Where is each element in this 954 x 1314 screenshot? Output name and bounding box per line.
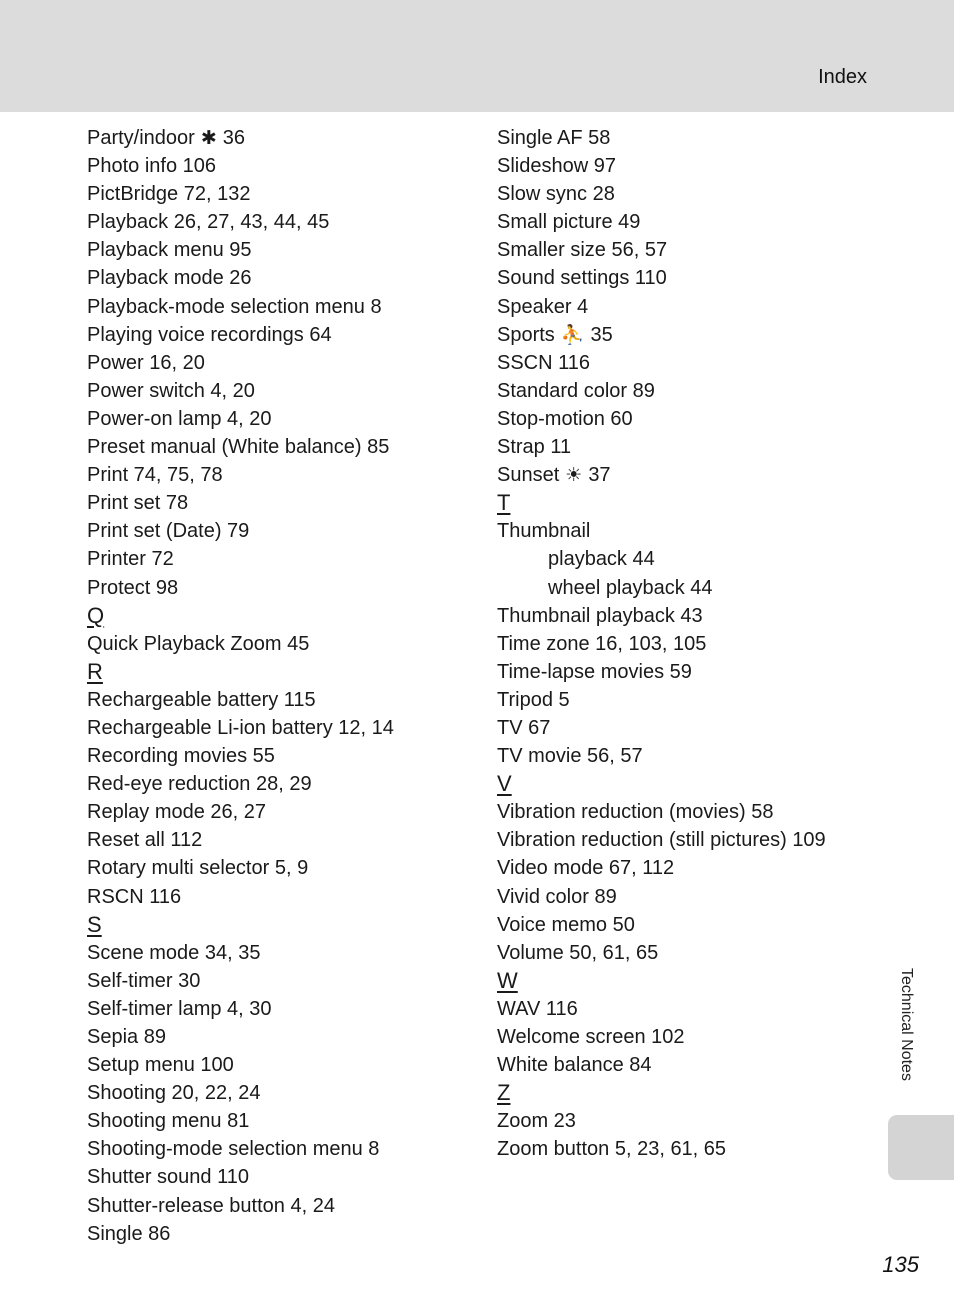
index-entry — [497, 208, 877, 236]
index-entry — [87, 321, 487, 349]
index-entry-text: TV 67 — [497, 716, 551, 739]
index-entry-text: W — [497, 967, 518, 993]
index-entry-pages: 37 — [588, 464, 611, 487]
index-entry-text: Protect 98 — [87, 576, 179, 599]
index-entry-text: Rechargeable battery 115 — [87, 688, 316, 711]
index-entry — [497, 517, 877, 545]
index-letter-heading — [87, 658, 487, 686]
index-entry — [87, 770, 487, 798]
page-number: 135 — [882, 1252, 919, 1277]
sunset-scene-icon: ☀ — [565, 465, 583, 487]
index-letter-heading — [87, 911, 487, 939]
index-entry — [87, 236, 487, 264]
index-entry-text: Speaker 4 — [497, 295, 589, 318]
index-entry-text: Printer 72 — [87, 548, 174, 571]
index-entry-text: Recording movies 55 — [87, 745, 275, 768]
index-entry-text: Photo info 106 — [87, 155, 216, 178]
index-entry-text: Vibration reduction (movies) 58 — [497, 801, 774, 824]
index-entry-text: Self-timer 30 — [87, 969, 201, 992]
index-subentry — [497, 574, 877, 602]
index-entry — [497, 1023, 877, 1051]
index-entry — [497, 236, 877, 264]
index-entry — [87, 854, 487, 882]
index-entry-text: Playback mode 26 — [87, 267, 252, 290]
index-entry — [87, 574, 487, 602]
index-entry — [497, 321, 877, 349]
index-entry — [497, 1135, 877, 1163]
index-entry-text: Single AF 58 — [497, 127, 611, 149]
index-entry — [497, 1051, 877, 1079]
index-entry-pages: 35 — [590, 323, 613, 346]
index-entry — [87, 124, 487, 152]
index-entry-text: Standard color 89 — [497, 379, 655, 402]
index-entry-text: Slow sync 28 — [497, 183, 615, 206]
index-subentry — [497, 545, 877, 573]
index-entry — [497, 124, 877, 152]
index-entry-text: Small picture 49 — [497, 211, 641, 234]
index-entry-text: Setup menu 100 — [87, 1054, 234, 1077]
index-entry — [497, 686, 877, 714]
index-entry-text: Sports — [497, 323, 555, 346]
index-entry — [87, 1079, 487, 1107]
index-entry-text: Sound settings 110 — [497, 267, 667, 290]
index-entry-text: Scene mode 34, 35 — [87, 941, 261, 964]
index-entry-text: Sepia 89 — [87, 1026, 166, 1048]
index-entry — [87, 405, 487, 433]
index-entry — [87, 630, 487, 658]
index-entry-text: PictBridge 72, 132 — [87, 183, 251, 206]
index-entry-text: Shutter sound 110 — [87, 1166, 249, 1189]
index-entry — [87, 293, 487, 321]
index-entry-text: Print 74, 75, 78 — [87, 464, 223, 487]
index-entry-text: Print set (Date) 79 — [87, 520, 250, 543]
index-entry — [87, 1163, 487, 1191]
index-entry-text: Z — [497, 1080, 511, 1106]
index-entry-text: Replay mode 26, 27 — [87, 801, 267, 824]
index-entry-text: Volume 50, 61, 65 — [497, 941, 659, 964]
index-entry — [497, 630, 877, 658]
index-entry — [87, 433, 487, 461]
index-letter-heading — [497, 489, 877, 517]
index-entry — [497, 798, 877, 826]
index-entry — [87, 1051, 487, 1079]
side-tab[interactable] — [888, 1115, 954, 1180]
index-entry-text: Playback menu 95 — [87, 239, 252, 262]
index-entry-text: V — [497, 771, 512, 797]
index-entry-text: Party/indoor — [87, 127, 195, 149]
index-entry-text: Slideshow 97 — [497, 155, 616, 178]
index-entry-text: Voice memo 50 — [497, 913, 635, 936]
index-entry — [497, 264, 877, 292]
index-entry — [497, 911, 877, 939]
index-entry-text: Stop-motion 60 — [497, 407, 633, 430]
index-entry — [497, 405, 877, 433]
index-entry — [87, 489, 487, 517]
index-entry — [87, 1220, 487, 1248]
index-entry — [87, 180, 487, 208]
index-entry-text: Zoom 23 — [497, 1110, 576, 1133]
index-entry-text: Reset all 112 — [87, 829, 203, 852]
index-entry — [87, 714, 487, 742]
index-entry — [497, 461, 877, 489]
side-tab-label: Technical Notes — [898, 968, 915, 1081]
index-entry-text: R — [87, 658, 103, 684]
index-entry — [497, 293, 877, 321]
index-entry-text: WAV 116 — [497, 997, 578, 1020]
index-entry — [497, 180, 877, 208]
index-entry-text: TV movie 56, 57 — [497, 745, 643, 768]
index-entry-text: Welcome screen 102 — [497, 1026, 685, 1048]
index-entry-pages: 36 — [222, 127, 246, 149]
index-entry — [87, 1192, 487, 1220]
index-entry-text: Thumbnail — [497, 520, 591, 543]
index-entry-text: Time-lapse movies 59 — [497, 660, 692, 683]
index-entry — [497, 349, 877, 377]
index-entry-text: Red-eye reduction 28, 29 — [87, 773, 312, 796]
index-entry — [497, 602, 877, 630]
index-entry — [497, 1107, 877, 1135]
index-entry-text: T — [497, 490, 511, 516]
index-entry — [87, 939, 487, 967]
index-entry — [497, 377, 877, 405]
index-entry-text: Shooting menu 81 — [87, 1110, 250, 1133]
index-entry — [87, 1023, 487, 1051]
index-entry — [87, 264, 487, 292]
index-entry-text: Vivid color 89 — [497, 885, 617, 908]
index-entry-text: Rechargeable Li-ion battery 12, 14 — [87, 716, 394, 739]
index-entry-text: Q — [87, 602, 105, 628]
index-entry-text: Preset manual (White balance) 85 — [87, 436, 390, 459]
index-entry — [87, 1107, 487, 1135]
party-indoor-scene-icon: ✱ — [200, 128, 217, 149]
index-entry — [497, 883, 877, 911]
index-entry-text: Shutter-release button 4, 24 — [87, 1194, 335, 1217]
index-entry-text: White balance 84 — [497, 1054, 652, 1077]
index-entry-text: S — [87, 911, 102, 937]
index-letter-heading — [497, 1079, 877, 1107]
index-column-left — [87, 124, 487, 1248]
sports-scene-icon: ⛹ — [560, 324, 585, 346]
index-entry — [87, 742, 487, 770]
index-entry-text: Single 86 — [87, 1222, 171, 1245]
index-entry-text: Shooting 20, 22, 24 — [87, 1082, 261, 1105]
index-entry — [87, 798, 487, 826]
index-entry-text: wheel playback 44 — [548, 576, 713, 599]
index-entry — [497, 854, 877, 882]
index-entry — [87, 208, 487, 236]
index-entry-text: Power switch 4, 20 — [87, 379, 255, 402]
index-entry-text: Zoom button 5, 23, 61, 65 — [497, 1138, 727, 1161]
index-entry-text: playback 44 — [548, 548, 655, 571]
index-entry-text: Playing voice recordings 64 — [87, 323, 332, 346]
index-entry-text: Strap 11 — [497, 436, 572, 459]
index-entry-text: Smaller size 56, 57 — [497, 239, 668, 262]
index-entry — [497, 433, 877, 461]
index-entry-text: Sunset — [497, 464, 560, 487]
index-entry — [497, 995, 877, 1023]
index-entry-text: Thumbnail playback 43 — [497, 604, 703, 627]
index-entry — [87, 349, 487, 377]
index-entry — [87, 995, 487, 1023]
index-entry — [497, 714, 877, 742]
index-entry-text: Self-timer lamp 4, 30 — [87, 997, 272, 1020]
index-entry — [87, 826, 487, 854]
index-entry — [87, 967, 487, 995]
index-entry-text: SSCN 116 — [497, 351, 591, 374]
index-letter-heading — [87, 602, 487, 630]
index-entry-text: Shooting-mode selection menu 8 — [87, 1138, 380, 1161]
index-entry-text: RSCN 116 — [87, 885, 182, 908]
index-entry — [87, 461, 487, 489]
index-entry-text: Power 16, 20 — [87, 351, 205, 374]
index-entry-text: Power-on lamp 4, 20 — [87, 407, 272, 430]
index-entry — [497, 152, 877, 180]
index-entry — [87, 686, 487, 714]
index-entry — [497, 742, 877, 770]
index-entry-text: Video mode 67, 112 — [497, 857, 675, 880]
index-entry-text: Time zone 16, 103, 105 — [497, 632, 707, 655]
index-entry — [87, 545, 487, 573]
header-band — [0, 0, 954, 112]
index-column-right — [497, 124, 877, 1163]
index-entry-text: Print set 78 — [87, 492, 189, 515]
index-entry — [87, 152, 487, 180]
index-entry — [497, 826, 877, 854]
index-entry — [87, 1135, 487, 1163]
index-letter-heading — [497, 967, 877, 995]
index-entry — [497, 658, 877, 686]
index-entry-text: Playback-mode selection menu 8 — [87, 295, 382, 318]
index-entry-text: Quick Playback Zoom 45 — [87, 632, 310, 655]
index-entry — [87, 883, 487, 911]
index-entry-text: Rotary multi selector 5, 9 — [87, 857, 309, 880]
index-entry — [87, 377, 487, 405]
index-entry — [87, 517, 487, 545]
index-letter-heading — [497, 770, 877, 798]
index-entry-text: Tripod 5 — [497, 688, 570, 711]
index-entry-text: Vibration reduction (still pictures) 109 — [497, 829, 826, 852]
index-entry-text: Playback 26, 27, 43, 44, 45 — [87, 211, 330, 234]
index-entry — [497, 939, 877, 967]
section-title: Index — [818, 66, 867, 88]
